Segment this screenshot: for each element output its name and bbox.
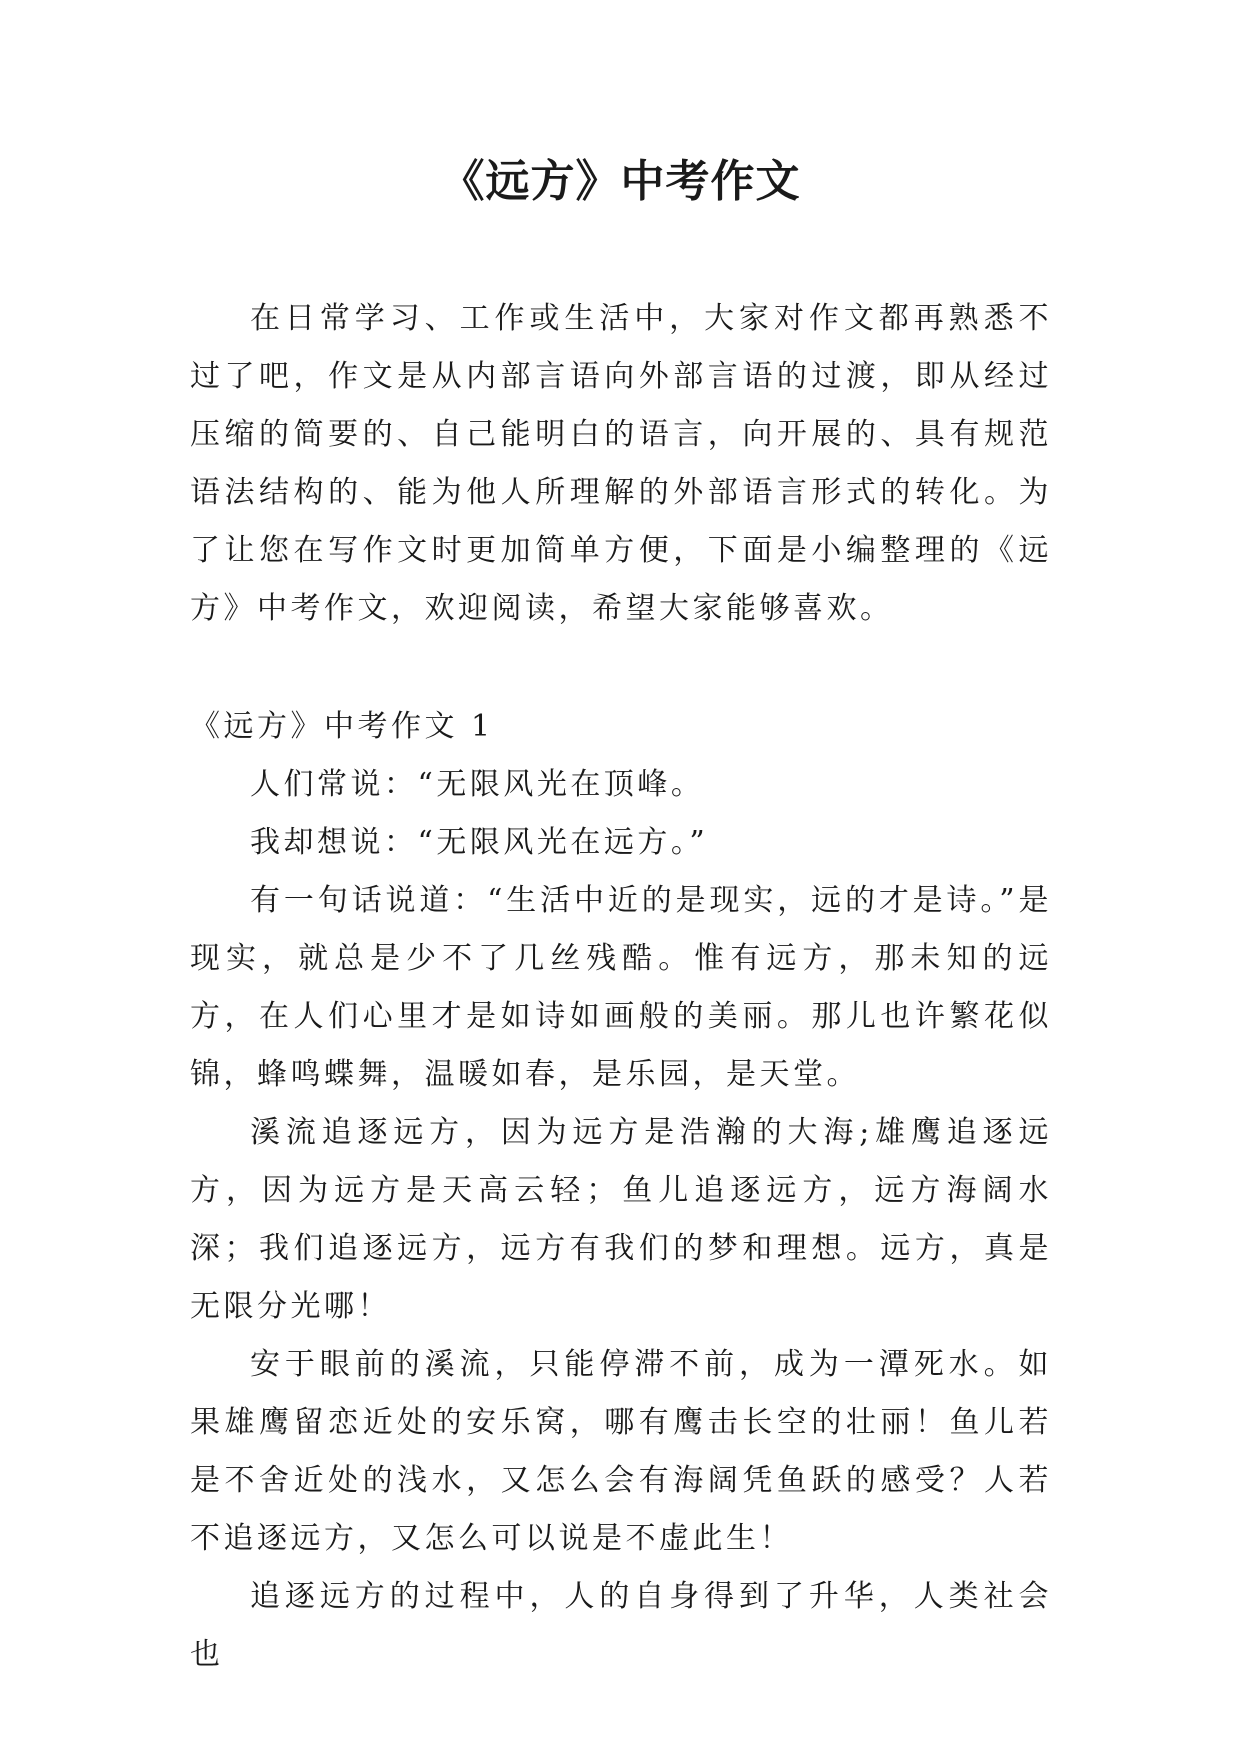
intro-section	[190, 290, 1052, 638]
essay-paragraph-1: 人们常说：“无限风光在顶峰。	[250, 767, 705, 802]
intro-paragraph: 在日常学习、工作或生活中，大家对作文都再熟悉不过了吧，作文是从内部言语向外部言语的过渡，即从经过压缩的简要的、自己能明白的语言，向开展的、具有规范语法结构的、能为他人所理解的外部语言形式的转化。为了让您在写作文时更加简单方便，下面是小编整理的《远方》中考作文，欢迎阅读，希望大家能够喜欢。	[190, 301, 1052, 626]
essay-paragraph-6: 追逐远方的过程中，人的自身得到了升华，人类社会也	[190, 1579, 1052, 1672]
essay-heading: 《远方》中考作文 1	[190, 709, 494, 744]
essay-paragraph-3: 有一句话说道：“生活中近的是现实，远的才是诗。”是现实，就总是少不了几丝残酷。惟有远方，那未知的远方，在人们心里才是如诗如画般的美丽。那儿也许繁花似锦，蜂鸣蝶舞，温暖如春，是乐园，是天堂。	[190, 883, 1052, 1092]
essay-paragraph-2: 我却想说：“无限风光在远方。”	[250, 825, 709, 860]
essay-paragraph-5: 安于眼前的溪流，只能停滞不前，成为一潭死水。如果雄鹰留恋近处的安乐窝，哪有鹰击长空的壮丽！鱼儿若是不舍近处的浅水，又怎么会有海阔凭鱼跃的感受？人若不追逐远方，又怎么可以说是不虚此生！	[190, 1347, 1052, 1556]
essay-section	[190, 698, 1052, 1684]
document-title: 《远方》中考作文	[440, 156, 801, 207]
essay-paragraph-4: 溪流追逐远方，因为远方是浩瀚的大海;雄鹰追逐远方，因为远方是天高云轻；鱼儿追逐远方，远方海阔水深；我们追逐远方，远方有我们的梦和理想。远方，真是无限分光哪！	[190, 1115, 1052, 1324]
